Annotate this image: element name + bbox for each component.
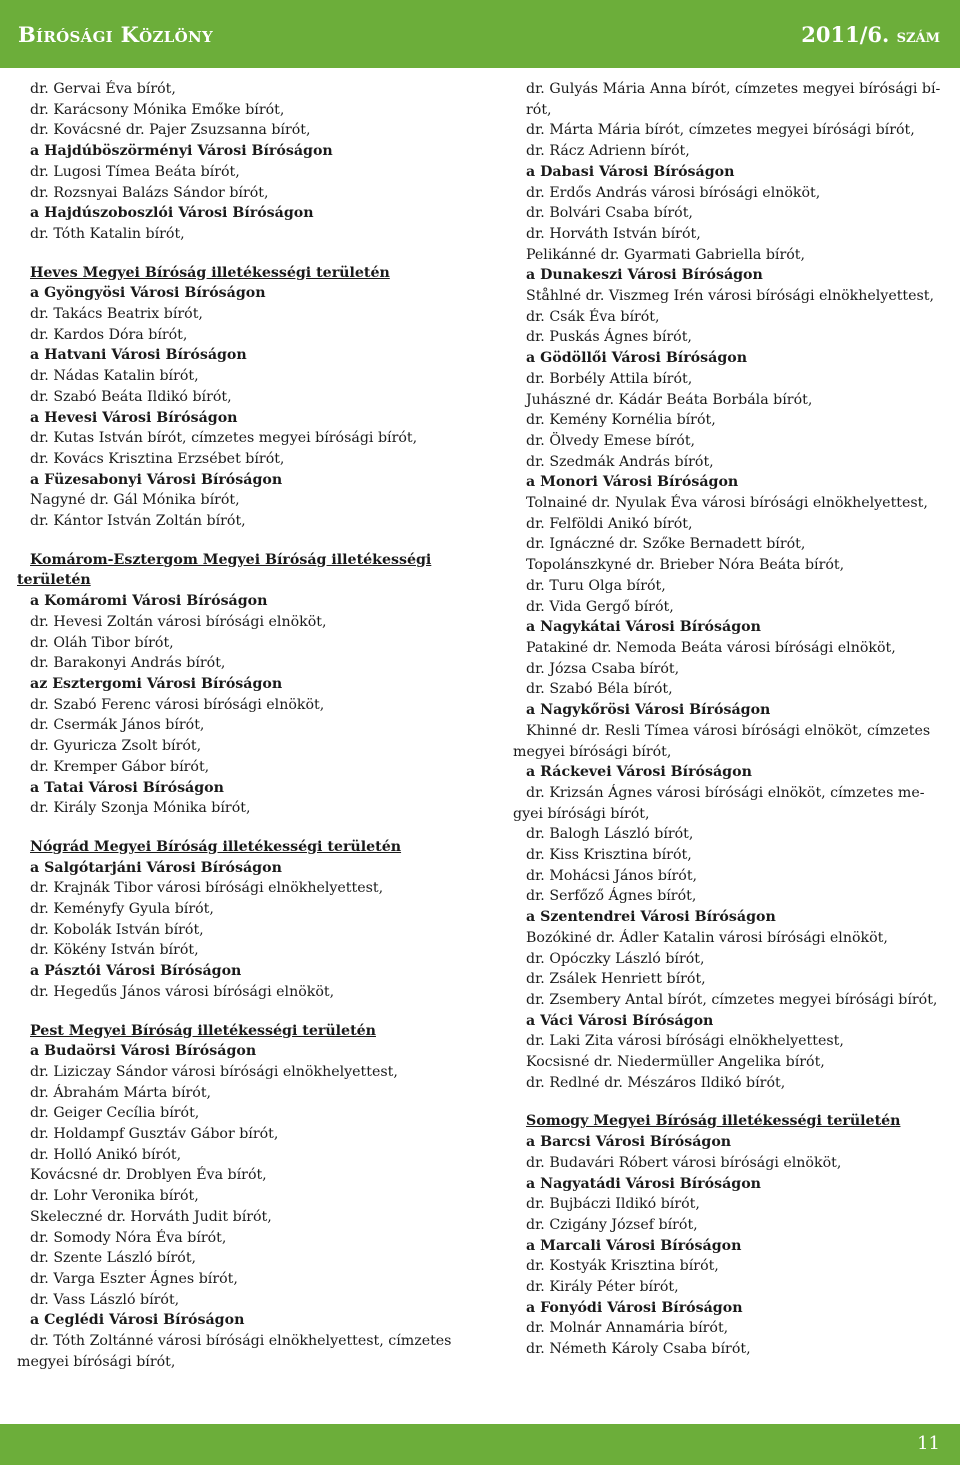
court-heading: a Szentendrei Városi Bíróságon <box>526 909 776 926</box>
appointee-line: dr. Rácz Adrienn bírót, <box>526 143 690 160</box>
appointee-line: dr. Felföldi Anikó bírót, <box>526 515 693 532</box>
appointee-line: dr. Czigány József bírót, <box>526 1216 698 1233</box>
appointee-line: dr. Varga Eszter Ágnes bírót, <box>30 1270 238 1287</box>
appointee-line: dr. Hegedűs János városi bírósági elnököt, <box>30 983 335 1000</box>
appointee-line: dr. Nádas Katalin bírót, <box>30 368 199 385</box>
appointee-line: dr. Kovácsné dr. Pajer Zsuzsanna bírót, <box>30 122 311 139</box>
appointee-line: dr. Lugosi Tímea Beáta bírót, <box>30 163 240 180</box>
appointee-line: dr. Rozsnyai Balázs Sándor bírót, <box>30 184 269 201</box>
court-heading: a Nagykátai Városi Bíróságon <box>526 619 761 636</box>
court-heading: a Pásztói Városi Bíróságon <box>30 963 242 980</box>
appointee-line: dr. Vass László bírót, <box>30 1291 180 1308</box>
appointee-line: dr. Márta Mária bírót, címzetes megyei bírósági bírót, <box>526 122 915 139</box>
appointee-line: Juhászné dr. Kádár Beáta Borbála bírót, <box>526 391 813 408</box>
section-gap <box>30 245 450 263</box>
appointee-line: dr. Szabó Béla bírót, <box>526 681 673 698</box>
appointee-line: dr. Mohácsi János bírót, <box>526 867 698 884</box>
court-heading: a Tatai Városi Bíróságon <box>30 779 224 796</box>
page-number: 11 <box>917 1433 940 1454</box>
appointee-line: dr. Molnár Annamária bírót, <box>526 1320 729 1337</box>
appointee-line: dr. Kobolák István bírót, <box>30 921 204 938</box>
appointee-line: Kovácsné dr. Droblyen Éva bírót, <box>30 1167 267 1184</box>
appointee-line: dr. Lohr Veronika bírót, <box>30 1188 199 1205</box>
court-heading: a Nagykőrösi Városi Bíróságon <box>526 702 771 719</box>
issue-label <box>801 22 940 47</box>
issue-word: szám <box>896 25 940 47</box>
section-gap <box>526 1093 946 1111</box>
appointee-line: dr. Takács Beatrix bírót, <box>30 306 203 323</box>
appointee-line: dr. Budavári Róbert városi bírósági elnököt, <box>526 1154 842 1171</box>
appointee-line: dr. Bolvári Csaba bírót, <box>526 205 693 222</box>
appointee-line: dr. Szente László bírót, <box>30 1250 197 1267</box>
appointee-line: dr. Kostyák Krisztina bírót, <box>526 1258 719 1275</box>
court-heading: a Dunakeszi Városi Bíróságon <box>526 267 763 284</box>
court-heading: a Ceglédi Városi Bíróságon <box>30 1312 245 1329</box>
appointee-line: rót, <box>526 101 552 118</box>
appointee-line: gyei bírósági bírót, <box>513 805 650 822</box>
appointee-line: Bozókiné dr. Ádler Katalin városi bírósági elnököt, <box>526 929 888 946</box>
court-heading: a Dabasi Városi Bíróságon <box>526 163 735 180</box>
appointee-line: dr. Borbély Attila bírót, <box>526 370 693 387</box>
appointee-line: Pelikánné dr. Gyarmati Gabriella bírót, <box>526 246 805 263</box>
appointee-line: dr. Redlné dr. Mészáros Ildikó bírót, <box>526 1074 786 1091</box>
appointee-line: dr. Kökény István bírót, <box>30 942 199 959</box>
appointee-line: dr. Krizsán Ágnes városi bírósági elnököt, címzetes me- <box>526 784 925 801</box>
county-heading: Pest Megyei Bíróság illetékességi területén <box>30 1022 376 1039</box>
appointee-line: dr. Gyuricza Zsolt bírót, <box>30 738 202 755</box>
appointee-line: dr. Kántor István Zoltán bírót, <box>30 513 246 530</box>
county-heading: Somogy Megyei Bíróság illetékességi területén <box>526 1113 901 1130</box>
appointee-line: dr. Józsa Csaba bírót, <box>526 660 680 677</box>
court-heading: a Salgótarjáni Városi Bíróságon <box>30 859 282 876</box>
court-heading: a Fonyódi Városi Bíróságon <box>526 1299 743 1316</box>
appointee-line: dr. Kutas István bírót, címzetes megyei bírósági bírót, <box>30 430 418 447</box>
header-band <box>0 0 960 68</box>
appointee-line: Nagyné dr. Gál Mónika bírót, <box>30 492 240 509</box>
court-heading: a Nagyatádi Városi Bíróságon <box>526 1175 761 1192</box>
appointee-line: dr. Szedmák András bírót, <box>526 453 714 470</box>
appointee-line: dr. Balogh László bírót, <box>526 826 694 843</box>
appointee-line: dr. Csermák János bírót, <box>30 717 205 734</box>
court-heading: a Gödöllői Városi Bíróságon <box>526 350 748 367</box>
county-heading: Heves Megyei Bíróság illetékességi területén <box>30 264 390 281</box>
appointee-line: dr. Ölvedy Emese bírót, <box>526 432 696 449</box>
appointee-line: dr. Gulyás Mária Anna bírót, címzetes megyei bírósági bí- <box>526 81 941 97</box>
appointee-line: dr. Bujbáczi Ildikó bírót, <box>526 1196 700 1213</box>
appointee-line: Khinné dr. Resli Tímea városi bírósági elnököt, címzetes <box>526 722 931 739</box>
appointee-line: dr. Király Péter bírót, <box>526 1279 679 1296</box>
appointee-line: dr. Turu Olga bírót, <box>526 577 666 594</box>
court-heading: a Ráckevei Városi Bíróságon <box>526 764 752 781</box>
appointee-line: dr. Tóth Katalin bírót, <box>30 225 185 242</box>
appointee-line: dr. Keményfy Gyula bírót, <box>30 901 214 918</box>
court-heading: a Hatvani Városi Bíróságon <box>30 347 247 364</box>
section-gap <box>30 532 450 550</box>
court-heading: a Gyöngyösi Városi Bíróságon <box>30 285 266 302</box>
appointee-line: dr. Kremper Gábor bírót, <box>30 758 210 775</box>
section-gap <box>30 1003 450 1021</box>
court-heading: a Marcali Városi Bíróságon <box>526 1237 742 1254</box>
appointee-line: dr. Krajnák Tibor városi bírósági elnökhelyettest, <box>30 880 384 897</box>
appointee-line: dr. Laki Zita városi bírósági elnökhelyettest, <box>526 1033 844 1050</box>
appointee-line: dr. Holló Anikó bírót, <box>30 1146 182 1163</box>
appointee-line: megyei bírósági bírót, <box>17 1353 176 1370</box>
appointee-line: dr. Geiger Cecília bírót, <box>30 1105 200 1122</box>
appointee-line: dr. Zsembery Antal bírót, címzetes megyei bírósági bírót, <box>526 991 938 1008</box>
appointee-line: dr. Kemény Kornélia bírót, <box>526 412 716 429</box>
appointee-line: Skeleczné dr. Horváth Judit bírót, <box>30 1208 272 1225</box>
court-heading: a Monori Városi Bíróságon <box>526 474 739 491</box>
footer-band <box>0 1424 960 1465</box>
appointee-line: dr. Erdős András városi bírósági elnököt, <box>526 184 821 201</box>
court-heading: az Esztergomi Városi Bíróságon <box>30 675 283 692</box>
appointee-line: dr. Somody Nóra Éva bírót, <box>30 1229 227 1246</box>
left-column <box>17 79 452 1372</box>
appointee-line: dr. Karácsony Mónika Emőke bírót, <box>30 101 285 118</box>
appointee-line: dr. Holdampf Gusztáv Gábor bírót, <box>30 1126 279 1143</box>
appointee-line: dr. Király Szonja Mónika bírót, <box>30 800 251 817</box>
appointee-line: dr. Tóth Zoltánné városi bírósági elnökhelyettest, címzetes <box>30 1333 452 1350</box>
court-heading: a Budaörsi Városi Bíróságon <box>30 1043 257 1060</box>
appointee-line: dr. Csák Éva bírót, <box>526 308 660 325</box>
appointee-line: dr. Kiss Krisztina bírót, <box>526 847 692 864</box>
appointee-line: dr. Ábrahám Márta bírót, <box>30 1084 212 1101</box>
appointee-line: dr. Gervai Éva bírót, <box>30 81 176 97</box>
appointee-line: dr. Hevesi Zoltán városi bírósági elnököt, <box>30 613 327 630</box>
appointee-line: dr. Liziczay Sándor városi bírósági elnökhelyettest, <box>30 1063 398 1080</box>
appointee-line: dr. Kardos Dóra bírót, <box>30 326 188 343</box>
county-heading: Nógrád Megyei Bíróság illetékességi területén <box>30 838 402 855</box>
appointee-line: Tolnainé dr. Nyulak Éva városi bírósági elnökhelyettest, <box>526 495 928 512</box>
section-gap <box>30 819 450 837</box>
appointee-line: dr. Oláh Tibor bírót, <box>30 634 174 651</box>
county-heading: területén <box>17 572 91 589</box>
appointee-line: dr. Szabó Ferenc városi bírósági elnököt, <box>30 696 325 713</box>
court-heading: a Váci Városi Bíróságon <box>526 1012 714 1029</box>
appointee-line: dr. Zsálek Henriett bírót, <box>526 971 706 988</box>
appointee-line: dr. Németh Károly Csaba bírót, <box>526 1341 751 1358</box>
court-heading: a Komáromi Városi Bíróságon <box>30 593 268 610</box>
appointee-line: Patakiné dr. Nemoda Beáta városi bírósági elnököt, <box>526 639 896 656</box>
publication-title: Bírósági Közlöny <box>18 22 214 47</box>
court-heading: a Hajdúböszörményi Városi Bíróságon <box>30 143 333 160</box>
appointee-line: Kocsisné dr. Niedermüller Angelika bírót, <box>526 1054 825 1071</box>
court-heading: a Füzesabonyi Városi Bíróságon <box>30 471 283 488</box>
appointee-line: dr. Vida Gergő bírót, <box>526 598 674 615</box>
court-heading: a Hajdúszoboszlói Városi Bíróságon <box>30 205 314 222</box>
appointee-line: dr. Horváth István bírót, <box>526 225 701 242</box>
court-heading: a Hevesi Városi Bíróságon <box>30 409 238 426</box>
appointee-line: dr. Kovács Krisztina Erzsébet bírót, <box>30 450 285 467</box>
appointee-line: megyei bírósági bírót, <box>513 743 672 760</box>
appointee-line: dr. Puskás Ágnes bírót, <box>526 329 692 346</box>
appointee-line: dr. Opóczky László bírót, <box>526 950 705 967</box>
appointee-line: Ståhlné dr. Viszmeg Irén városi bírósági elnökhelyettest, <box>526 288 934 305</box>
appointee-line: dr. Serfőző Ágnes bírót, <box>526 888 697 905</box>
issue-number: 2011/6. <box>801 22 890 47</box>
appointee-line: dr. Barakonyi András bírót, <box>30 655 226 672</box>
county-heading: Komárom-Esztergom Megyei Bíróság illetékességi <box>30 551 432 568</box>
court-heading: a Barcsi Városi Bíróságon <box>526 1134 732 1151</box>
appointee-line: dr. Szabó Beáta Ildikó bírót, <box>30 388 232 405</box>
appointee-line: dr. Ignáczné dr. Szőke Bernadett bírót, <box>526 536 806 553</box>
right-column <box>513 79 946 1360</box>
appointee-line: Topolánszkyné dr. Brieber Nóra Beáta bírót, <box>526 557 845 574</box>
